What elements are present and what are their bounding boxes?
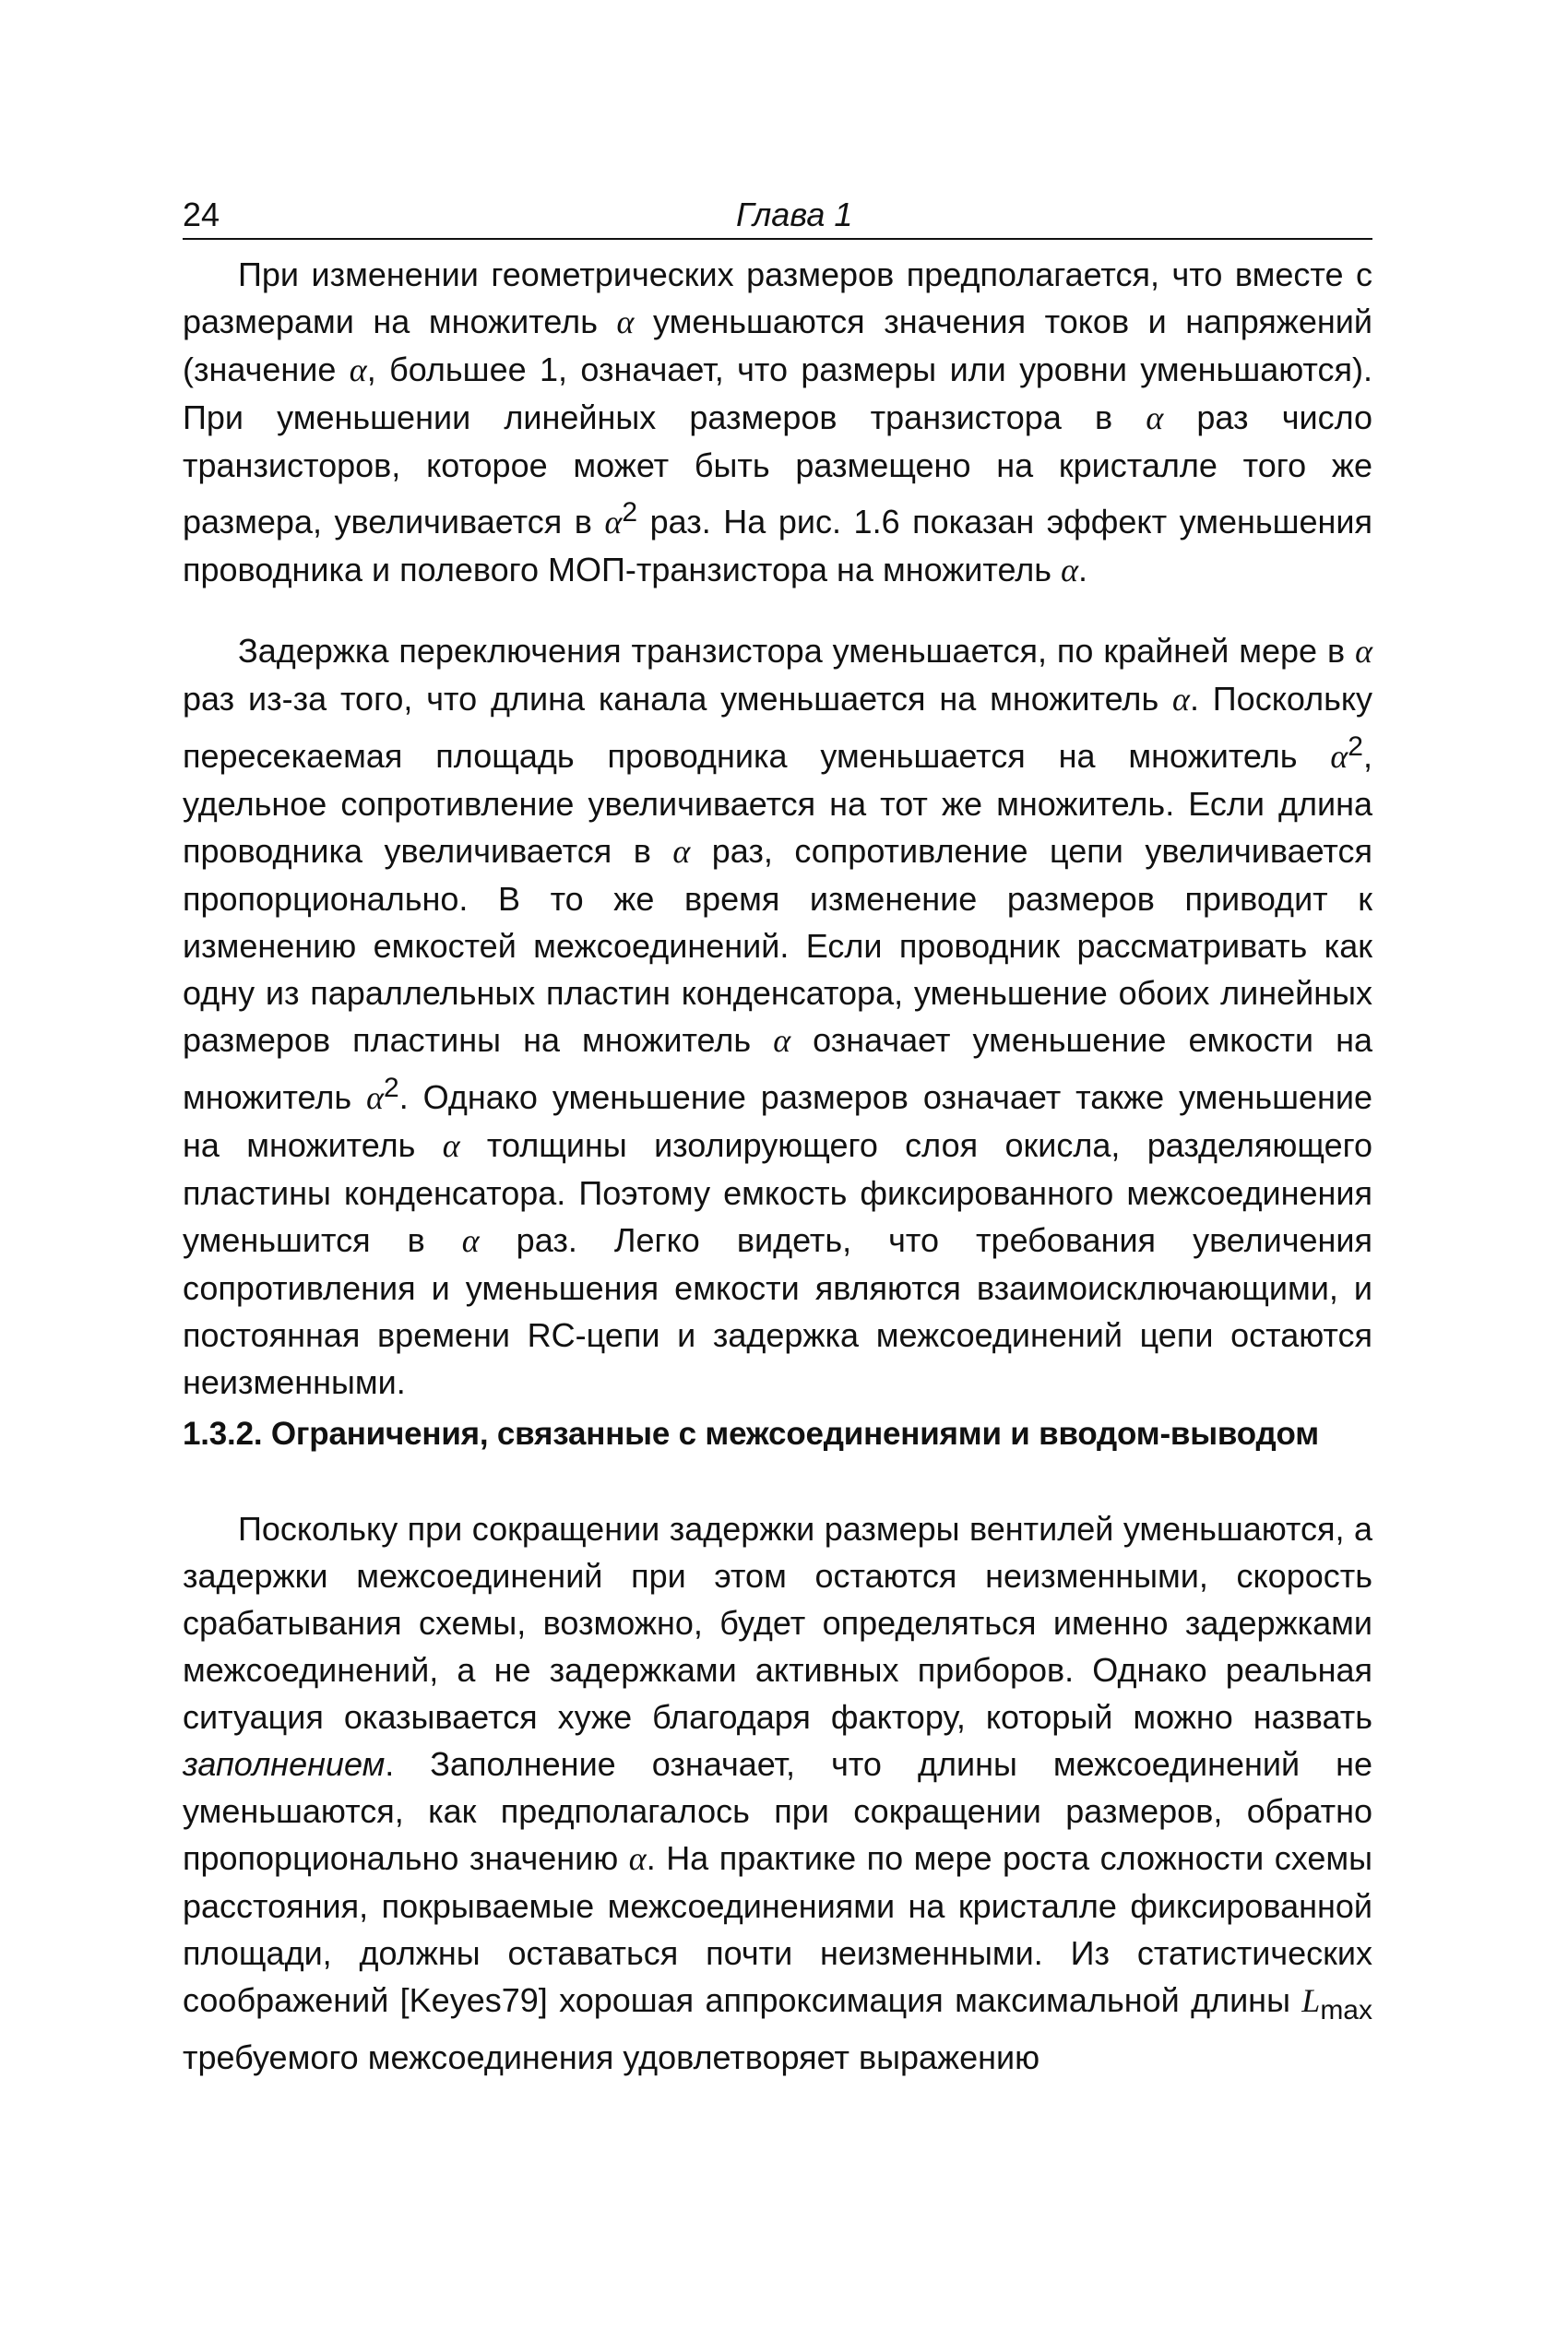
- alpha-symbol: α: [461, 1222, 480, 1259]
- paragraph-switching-delay: [183, 627, 1372, 1406]
- text-run: раз. На рис. 1.6 показан эффект уменьшения проводника и полевого МОП-транзистора на множитель: [183, 503, 1373, 588]
- alpha-symbol: α: [1330, 738, 1348, 775]
- page-number: 24: [183, 196, 220, 233]
- alpha-symbol: α: [604, 504, 623, 540]
- text-run: толщины изолирующего слоя окисла, разделяющего пластины конденсатора. Поэтому емкость фиксированного межсоединения уменьшится в: [183, 1126, 1372, 1259]
- text-run: . Заполнение означает, что длины межсоединений не уменьшаются, как предполагалось при сокращении размеров, обратно пропорционально значению: [183, 1745, 1372, 1877]
- paragraph-text: [183, 627, 1372, 1406]
- text-run: , большее 1, означает, что размеры или уровни уменьшаются). При уменьшении линейных размеров транзистора в: [183, 350, 1372, 436]
- alpha-symbol: α: [1061, 552, 1078, 588]
- alpha-symbol: α: [1355, 633, 1372, 670]
- superscript: 2: [1348, 731, 1363, 762]
- alpha-symbol: α: [628, 1840, 647, 1877]
- alpha-symbol: α: [616, 303, 635, 340]
- superscript: 2: [384, 1073, 399, 1103]
- text-run: Задержка переключения транзистора уменьшается, по крайней мере в: [238, 632, 1356, 670]
- l-max-symbol: L: [1301, 1982, 1321, 2019]
- text-run: уменьшаются значения токов и напряжений (значение: [183, 303, 1373, 388]
- text-run: раз. Легко видеть, что требования увеличения сопротивления и уменьшения емкости являются взаимоисключающими, и постоянная времени RC-цепи и задержка межсоединений цепи остаются неизменными.: [183, 1221, 1372, 1401]
- italic-term: заполнением: [183, 1745, 386, 1783]
- running-head: [183, 192, 1372, 240]
- text-run: . Однако уменьшение размеров означает также уменьшение на множитель: [183, 1078, 1373, 1164]
- text-run: требуемого межсоединения удовлетворяет выражению: [183, 2038, 1040, 2077]
- section-heading: 1.3.2. Ограничения, связанные с межсоединениями и вводом-выводом: [183, 1416, 1319, 1452]
- text-run: раз число транзисторов, которое может быть размещено на кристалле того же размера, увеличивается в: [183, 398, 1372, 540]
- superscript: 2: [622, 497, 638, 528]
- text-run: означает уменьшение емкости на множитель: [183, 1021, 1372, 1116]
- alpha-symbol: α: [349, 351, 367, 388]
- subscript: max: [1320, 1995, 1372, 2026]
- text-run: раз из-за того, что длина канала уменьшается на множитель: [183, 680, 1173, 718]
- alpha-symbol: α: [442, 1127, 460, 1164]
- text-run: .: [1077, 551, 1087, 588]
- alpha-symbol: α: [672, 833, 691, 870]
- alpha-symbol: α: [1172, 681, 1190, 718]
- text-run: Поскольку при сокращении задержки размеры вентилей уменьшаются, а задержки межсоединений при этом остаются неизменными, скорость срабатывания схемы, возможно, будет определяться именно задержками межсоединений, а не задержками активных приборов. Однако реальная ситуация оказывается хуже благодаря фактору, который можно назвать: [183, 1510, 1372, 1736]
- paragraph-interconnect-limits: [183, 1505, 1372, 2081]
- paragraph-text: [183, 1505, 1372, 2081]
- text-run: . На практике по мере роста сложности схемы расстояния, покрываемые межсоединениями на кристалле фиксированной площади, должны оставаться почти неизменными. Из статистических соображений [Keyes79] хорошая аппроксимация максимальной длины: [183, 1839, 1372, 2019]
- paragraph-scaling-intro: [183, 251, 1372, 594]
- paragraph-text: [183, 251, 1372, 594]
- text-run: . Поскольку пересекаемая площадь проводника уменьшается на множитель: [183, 680, 1372, 775]
- alpha-symbol: α: [366, 1079, 384, 1116]
- chapter-title: Глава 1: [736, 196, 853, 233]
- text-run: раз, сопротивление цепи увеличивается пропорционально. В то же время изменение размеров приводит к изменению емкостей межсоединений. Если проводник рассматривать как одну из параллельных пластин конденсатора, уменьшение обоих линейных размеров пластины на множитель: [183, 832, 1372, 1059]
- alpha-symbol: α: [773, 1022, 791, 1059]
- text-run: , удельное сопротивление увеличивается на тот же множитель. Если длина проводника увеличивается в: [183, 737, 1372, 870]
- text-run: При изменении геометрических размеров предполагается, что вместе с размерами на множитель: [183, 255, 1372, 340]
- alpha-symbol: α: [1146, 399, 1164, 436]
